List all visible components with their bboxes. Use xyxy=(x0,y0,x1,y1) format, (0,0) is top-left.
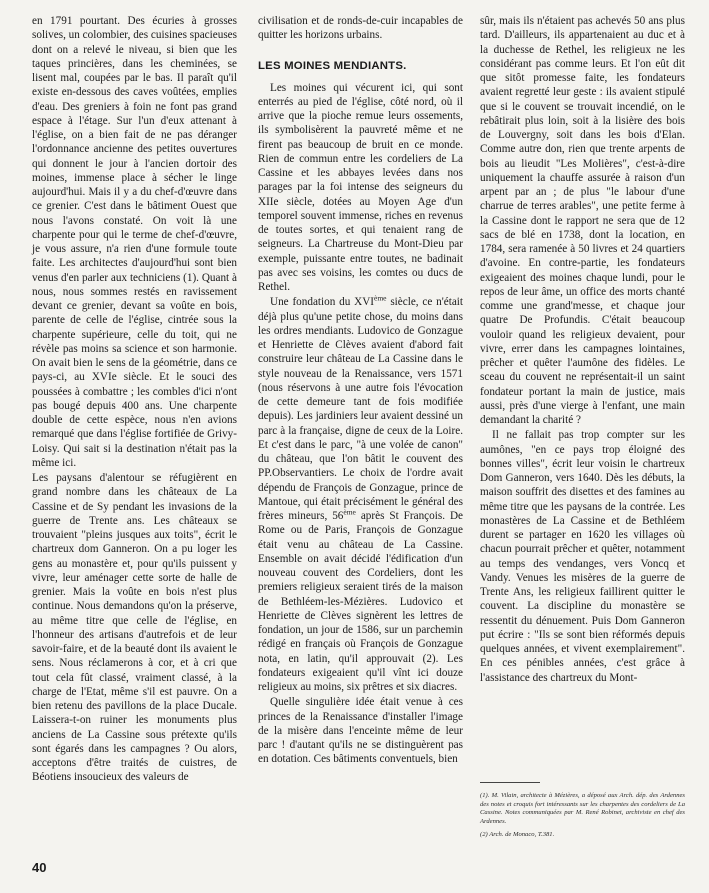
paragraph: Les paysans d'alentour se réfugièrent en grand nombre dans les châteaux de La Cassine et de Sy pendant les invasions de la guerre de Trente ans. Les châteaux se trouvaient "pleins jusques aux toits", écrit le chartreux dom Ganneron. On a pu loger les gens au monastère et, pour qu'ils puissent y vivre, leur aménager cette sorte de halle de grenier. Mais la voûte en bois n'est plus continue. Nous demandons qu'on la préserve, au même titre que celle de l'église, en l'honneur des artisans d'autrefois et de leur savoir-faire, et de la beauté dont ils avaient le sens. Nous réclamerons à cor, et à cri que tout cela fût classé, vraiment classé, à la charge de l'Etat, même s'il est pauvre. On a bien retenu des pavillons de la place Ducale. Laissera-t-on ruiner les monuments plus anciens de La Cassine sous prétexte qu'ils sont égarés dans les campagnes ? Ou alors, acceptons d'être traités de cuistres, de Béotiens insoucieux des valeurs de xyxy=(32,472,237,784)
text-run: Une fondation du XVI xyxy=(270,296,375,309)
text-run: siècle, ce n'était déjà plus qu'une petite chose, du moins dans les ordres mendiants. Ludovico de Gonzague et Henriette de Clèves avaient d'abord fait construire leur château de La Cassine dans le style nouveau de la Renaissance, vers 1571 (nous réservons à une autre fois l'évocation de cette demeure tant de fois modifiée depuis). Les jardiniers leur avaient dessiné un parc à la française, digne de ceux de la Loire. Et c'est dans le parc, "à une volée de canon" du château, que l'on bâtit le couvent des PP.Observantiers. Le choix de l'ordre avait dépendu de François de Gonzague, prince de Mantoue, qui était précisément le général des frères mineurs, 56 xyxy=(258,296,463,522)
superscript: ème xyxy=(374,293,387,303)
text-run: après St François. De Rome ou de Paris, François de Gonzague était venu au château de La Cassine. Ensemble on avait décidé l'édification d'un nouveau couvent des Cordeliers, dont les premiers religieux seraient tirés de la maison de Bethléem-les-Mézières. Ludovico et Henriette de Clèves signèrent les lettres de fondation, un jour de 1586, sur un parchemin rédigé en français où François de Gonzague nota, en latin, qu'il approuvait (2). Les fondateurs exigeaient qu'il vînt ici douze religieux au moins, six prêtres et six diacres. xyxy=(258,510,463,693)
column-1 xyxy=(32,14,237,786)
footnote-1: (1). M. Vilain, architecte à Mézières, a déposé aux Arch. dép. des Ardennes des notes et croquis fort intéressants sur les charpentes des cordeliers de La Cassine. Notes communiquées par M. René Robinet, archiviste en chef des Ardennes. xyxy=(480,792,685,825)
footnote-2: (2) Arch. de Monaco, T.381. xyxy=(480,831,555,839)
paragraph: Quelle singulière idée était venue à ces princes de la Renaissance d'installer l'image de la misère dans l'enceinte même de leur parc ! d'autant qu'ils ne se distinguèrent pas en dotation. Ces bâtiments conventuels, bien xyxy=(258,696,463,766)
paragraph: Il ne fallait pas trop compter sur les aumônes, "en ce pays trop éloigné des bonnes villes", écrit leur voisin le chartreux Dom Ganneron, vers 1640. Dès les débuts, la maison souffrit des disettes et des famines au même titre que les paysans de la contrée. Les monastères de La Cassine et de Bethléem durent se partager en 1620 les villages où chacun pourrait prêcher et quêter, notamment au temps des vendanges, vers Voncq et Vandy. Venues les misères de la guerre de Trente Ans, les religieux faillirent quitter le couvent. La discipline du monastère se ressentit du dénuement. Puis Dom Ganneron put écrire : "Ils se sont bien réformés depuis quelques années, et vivent exemplairement". En ces pénibles années, c'est grâce à l'assistance des chartreux du Mont- xyxy=(480,429,685,684)
column-2 xyxy=(258,14,463,768)
section-heading: LES MOINES MENDIANTS. xyxy=(258,59,407,72)
paragraph: Les moines qui vécurent ici, qui sont enterrés au pied de l'église, côté nord, où il arrive que la pioche remue leurs ossements, ils symbolisèrent la pauvreté même et ne firent pas beaucoup de bruit en ce monde. Rien de commun entre les cordeliers de La Cassine et les abbayes levées dans nos parages par la foi intense des seigneurs du XIIe siècle, dotées au Moyen Age d'un temporel souvent immense, riches en revenus de toutes sortes, et qui tenaient rang de seigneurs. La Chartreuse du Mont-Dieu par exemple, puissante entre toutes, ne badinait pas avec ses voisins, les comtes ou ducs de Rethel. xyxy=(258,81,463,293)
paragraph: sûr, mais ils n'étaient pas achevés 50 ans plus tard. D'ailleurs, ils appartenaient au duc et à la duchesse de Rethel, les religieux ne les considérant pas comme leurs. Et l'on eût dit que sitôt promesse faite, les fondateurs avaient regretté leur geste : ils avaient stipulé que si le couvent se trouvait incendié, on le rebâtirait plus loin, soit à la lisière des bois de Louvergny, soit dans les bois d'Elan. Comme autre don, rien que trente arpents de bois au lieudit "Les Molières", c'est-à-dire uniquement la chauffe assurée à raison d'un arpent par an ; de plus "le labour d'une charrue de terres arables", une petite ferme à la Cassine dont le rapport ne sera que de 12 sacs de blé en 1738, dont la location, en 1784, sera ramenée à 50 livres et 24 quartiers d'avoine. En contre-partie, les fondateurs exigeaient des moines chaque lundi, pour le repos de leur âme, un office des morts chanté comme une grand'messe, et chaque jour quatre De Profundis. C'était beaucoup vouloir quand les religieux devaient, pour vivre, errer dans les campagnes lointaines, prêcher et quêter l'aumône des fidèles. Le sceau du couvent ne représentait-il un saint fondateur portant la main de justice, mais aussi, près d'une vierge à l'enfant, une main demandant la charité ? xyxy=(480,15,685,426)
footnote-divider xyxy=(480,782,540,783)
paragraph: civilisation et de ronds-de-cuir incapables de quitter les horizons urbains. xyxy=(258,15,463,42)
footnotes xyxy=(480,792,685,845)
page-number: 40 xyxy=(32,860,47,875)
superscript: ème xyxy=(343,507,356,517)
paragraph: en 1791 pourtant. Des écuries à grosses solives, un colombier, des cuisines spacieuses dont on a relevé le niveau, si bien que les taques princières, dans les cheminées, se lisent mal, coupées par le bas. Il paraît qu'il existe en-dessous des caves voûtées, emplies d'eau. Des greniers à foin ne font pas grand espace à l'étage. Sur l'un d'eux attenant à l'église, on a bien fait de ne pas déranger l'ordonnance ancienne des petites ouvertures qui donnent le jour à l'ancien dortoir des moines, immense place à sécher le linge aujourd'hui. Mais il y a du chef-d'œuvre dans ce grenier. C'est dans le bâtiment Ouest que nous l'avons constaté. On voit là une charpente pour qui le terme de chef-d'œuvre, je vous assure, n'a rien d'une formule toute faite. Les architectes d'aujourd'hui sont bien venus d'en parler aux techniciens (1). Quant à nous, nous sommes restés en ravissement devant ce grenier, devant sa voûte en bois, parente de celle de l'église, cintrée sous la charpente supérieure, celle du toit, qui ne révèle pas moins sa science et son harmonie. On avait bien le sens de la géométrie, dans ce pays-ci, au XVIe siècle. Et le souci des poussées à combattre ; les combles d'ici n'ont pas bougé depuis 400 ans. Une charpente double de cette espèce, nous n'en avions remarqué que dans l'église fortifiée de Grivy-Loisy. Qui sait si la destination n'était pas la même ici. xyxy=(32,15,237,469)
column-3 xyxy=(480,14,685,686)
paragraph xyxy=(258,295,463,694)
